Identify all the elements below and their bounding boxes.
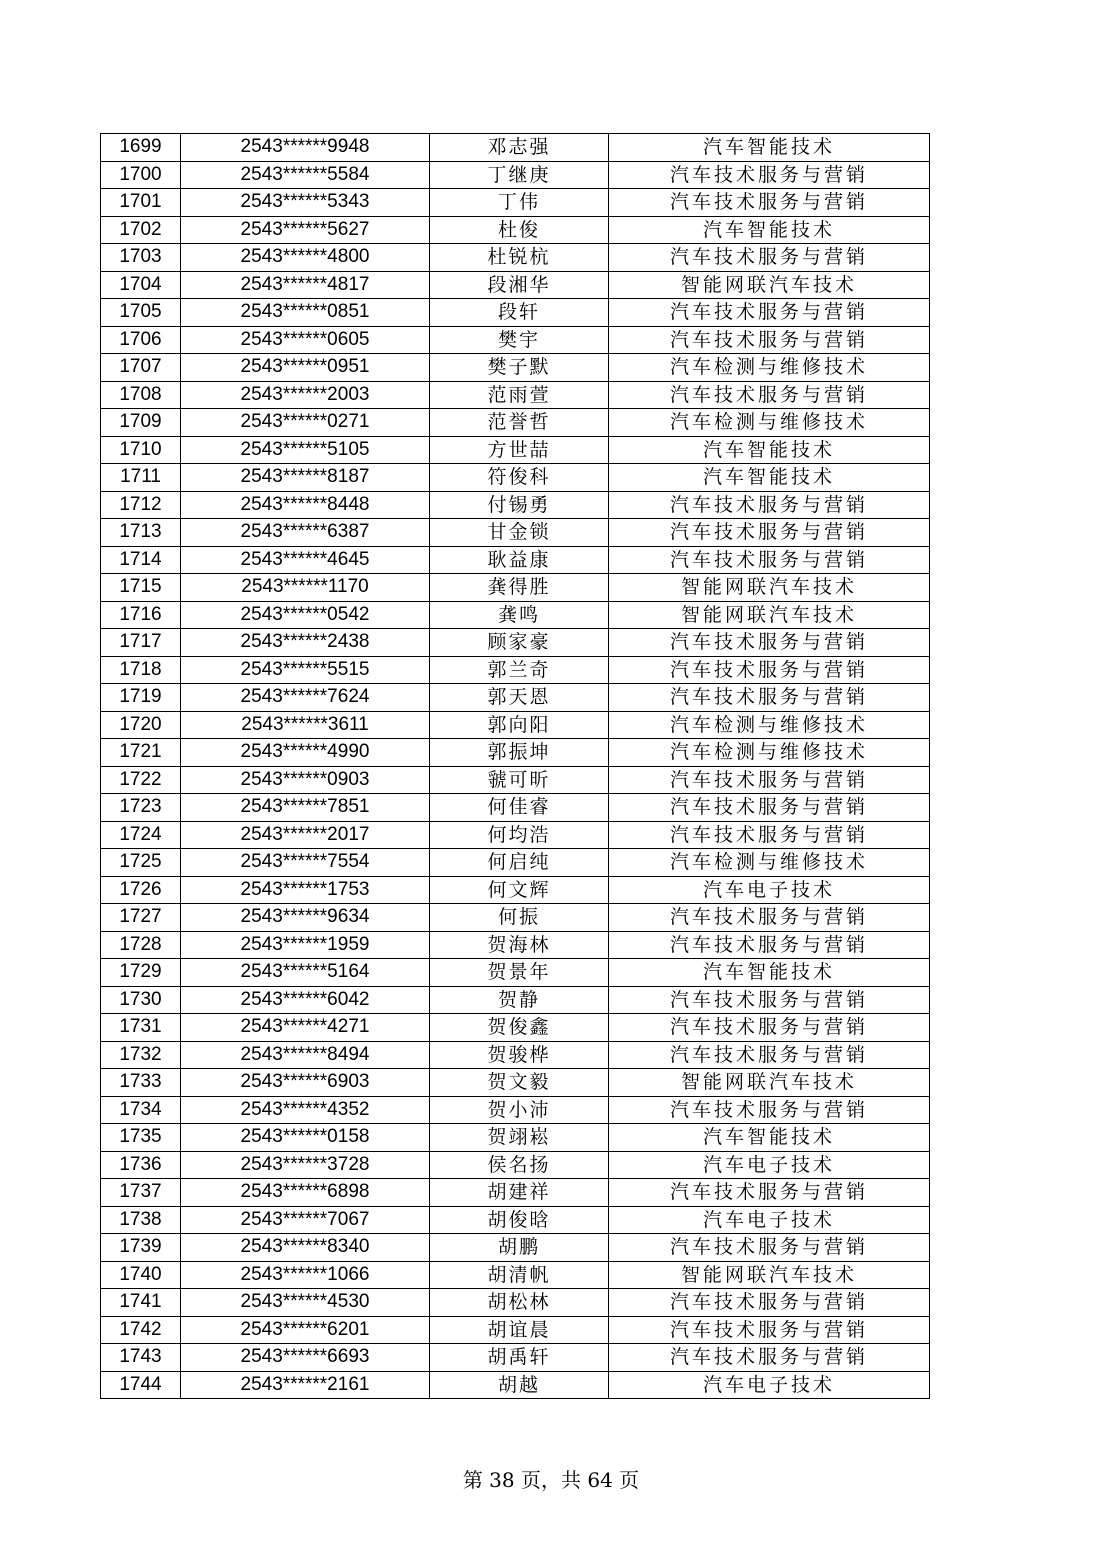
seq-cell: 1706 (101, 326, 181, 354)
id-cell: 2543******0851 (181, 299, 430, 327)
name-cell: 贺小沛 (430, 1096, 609, 1124)
id-cell: 2543******1753 (181, 876, 430, 904)
id-cell: 2543******4645 (181, 546, 430, 574)
id-cell: 2543******6693 (181, 1344, 430, 1372)
seq-cell: 1705 (101, 299, 181, 327)
id-cell: 2543******1959 (181, 931, 430, 959)
major-cell: 汽车技术服务与营销 (609, 821, 930, 849)
major-cell: 智能网联汽车技术 (609, 574, 930, 602)
name-cell: 贺俊鑫 (430, 1014, 609, 1042)
major-cell: 汽车检测与维修技术 (609, 711, 930, 739)
seq-cell: 1714 (101, 546, 181, 574)
id-cell: 2543******8494 (181, 1041, 430, 1069)
major-cell: 汽车技术服务与营销 (609, 794, 930, 822)
seq-cell: 1720 (101, 711, 181, 739)
table-row (101, 766, 930, 794)
table-row (101, 244, 930, 272)
id-cell: 2543******5584 (181, 161, 430, 189)
seq-cell: 1723 (101, 794, 181, 822)
table-row (101, 299, 930, 327)
id-cell: 2543******6898 (181, 1179, 430, 1207)
table-row (101, 216, 930, 244)
id-cell: 2543******0542 (181, 601, 430, 629)
id-cell: 2543******4990 (181, 739, 430, 767)
name-cell: 何振 (430, 904, 609, 932)
table-row (101, 739, 930, 767)
seq-cell: 1701 (101, 189, 181, 217)
seq-cell: 1730 (101, 986, 181, 1014)
name-cell: 郭天恩 (430, 684, 609, 712)
seq-cell: 1717 (101, 629, 181, 657)
seq-cell: 1725 (101, 849, 181, 877)
student-list-table (100, 133, 930, 1399)
major-cell: 汽车技术服务与营销 (609, 931, 930, 959)
id-cell: 2543******0271 (181, 409, 430, 437)
major-cell: 汽车检测与维修技术 (609, 409, 930, 437)
table-row (101, 876, 930, 904)
major-cell: 智能网联汽车技术 (609, 601, 930, 629)
table-row (101, 519, 930, 547)
name-cell: 何均浩 (430, 821, 609, 849)
table-row (101, 354, 930, 382)
major-cell: 汽车电子技术 (609, 1151, 930, 1179)
name-cell: 范雨萱 (430, 381, 609, 409)
id-cell: 2543******4271 (181, 1014, 430, 1042)
table-row (101, 464, 930, 492)
id-cell: 2543******0158 (181, 1124, 430, 1152)
id-cell: 2543******2003 (181, 381, 430, 409)
name-cell: 符俊科 (430, 464, 609, 492)
seq-cell: 1721 (101, 739, 181, 767)
major-cell: 汽车技术服务与营销 (609, 244, 930, 272)
major-cell: 汽车技术服务与营销 (609, 1316, 930, 1344)
name-cell: 方世喆 (430, 436, 609, 464)
major-cell: 汽车电子技术 (609, 876, 930, 904)
name-cell: 郭振坤 (430, 739, 609, 767)
name-cell: 杜俊 (430, 216, 609, 244)
table-row (101, 986, 930, 1014)
major-cell: 汽车智能技术 (609, 1124, 930, 1152)
major-cell: 汽车技术服务与营销 (609, 326, 930, 354)
table-row (101, 409, 930, 437)
major-cell: 汽车智能技术 (609, 464, 930, 492)
table-row (101, 601, 930, 629)
id-cell: 2543******5627 (181, 216, 430, 244)
major-cell: 汽车技术服务与营销 (609, 1289, 930, 1317)
seq-cell: 1718 (101, 656, 181, 684)
table-row (101, 1344, 930, 1372)
seq-cell: 1716 (101, 601, 181, 629)
table-row (101, 381, 930, 409)
major-cell: 汽车技术服务与营销 (609, 1014, 930, 1042)
table-row (101, 849, 930, 877)
major-cell: 智能网联汽车技术 (609, 1069, 930, 1097)
major-cell: 汽车技术服务与营销 (609, 519, 930, 547)
name-cell: 贺海林 (430, 931, 609, 959)
seq-cell: 1734 (101, 1096, 181, 1124)
table-row (101, 574, 930, 602)
name-cell: 何启纯 (430, 849, 609, 877)
id-cell: 2543******2438 (181, 629, 430, 657)
name-cell: 胡禹轩 (430, 1344, 609, 1372)
seq-cell: 1736 (101, 1151, 181, 1179)
major-cell: 汽车检测与维修技术 (609, 739, 930, 767)
table-row (101, 546, 930, 574)
name-cell: 胡越 (430, 1371, 609, 1399)
id-cell: 2543******5105 (181, 436, 430, 464)
major-cell: 汽车技术服务与营销 (609, 1041, 930, 1069)
id-cell: 2543******4800 (181, 244, 430, 272)
name-cell: 耿益康 (430, 546, 609, 574)
major-cell: 汽车电子技术 (609, 1371, 930, 1399)
name-cell: 胡鹏 (430, 1234, 609, 1262)
seq-cell: 1735 (101, 1124, 181, 1152)
id-cell: 2543******6201 (181, 1316, 430, 1344)
major-cell: 智能网联汽车技术 (609, 271, 930, 299)
seq-cell: 1732 (101, 1041, 181, 1069)
id-cell: 2543******2161 (181, 1371, 430, 1399)
major-cell: 汽车检测与维修技术 (609, 354, 930, 382)
table-row (101, 1234, 930, 1262)
page-number: 第 38 页，共 64 页 (462, 1468, 640, 1492)
table-row (101, 656, 930, 684)
name-cell: 胡松林 (430, 1289, 609, 1317)
name-cell: 胡建祥 (430, 1179, 609, 1207)
seq-cell: 1710 (101, 436, 181, 464)
seq-cell: 1722 (101, 766, 181, 794)
seq-cell: 1726 (101, 876, 181, 904)
seq-cell: 1737 (101, 1179, 181, 1207)
table-row (101, 1014, 930, 1042)
id-cell: 2543******0903 (181, 766, 430, 794)
id-cell: 2543******9948 (181, 134, 430, 162)
name-cell: 龚得胜 (430, 574, 609, 602)
table-row (101, 1124, 930, 1152)
table-row (101, 1289, 930, 1317)
table-row (101, 436, 930, 464)
name-cell: 贺文毅 (430, 1069, 609, 1097)
table-row (101, 1096, 930, 1124)
seq-cell: 1715 (101, 574, 181, 602)
table-row (101, 629, 930, 657)
name-cell: 何佳睿 (430, 794, 609, 822)
seq-cell: 1742 (101, 1316, 181, 1344)
name-cell: 侯名扬 (430, 1151, 609, 1179)
id-cell: 2543******6042 (181, 986, 430, 1014)
name-cell: 杜锐杭 (430, 244, 609, 272)
table-row (101, 959, 930, 987)
name-cell: 丁伟 (430, 189, 609, 217)
seq-cell: 1713 (101, 519, 181, 547)
table-row (101, 189, 930, 217)
table-row (101, 794, 930, 822)
id-cell: 2543******0605 (181, 326, 430, 354)
table-row (101, 134, 930, 162)
major-cell: 汽车技术服务与营销 (609, 1096, 930, 1124)
id-cell: 2543******0951 (181, 354, 430, 382)
name-cell: 邓志强 (430, 134, 609, 162)
seq-cell: 1719 (101, 684, 181, 712)
seq-cell: 1733 (101, 1069, 181, 1097)
major-cell: 汽车电子技术 (609, 1206, 930, 1234)
name-cell: 贺翊崧 (430, 1124, 609, 1152)
id-cell: 2543******6387 (181, 519, 430, 547)
table-row (101, 1151, 930, 1179)
table-row (101, 161, 930, 189)
major-cell: 汽车技术服务与营销 (609, 546, 930, 574)
name-cell: 樊宇 (430, 326, 609, 354)
major-cell: 汽车技术服务与营销 (609, 1234, 930, 1262)
seq-cell: 1712 (101, 491, 181, 519)
major-cell: 汽车技术服务与营销 (609, 161, 930, 189)
id-cell: 2543******1170 (181, 574, 430, 602)
seq-cell: 1709 (101, 409, 181, 437)
id-cell: 2543******4352 (181, 1096, 430, 1124)
name-cell: 贺骏桦 (430, 1041, 609, 1069)
name-cell: 丁继庚 (430, 161, 609, 189)
table-row (101, 931, 930, 959)
seq-cell: 1699 (101, 134, 181, 162)
name-cell: 段轩 (430, 299, 609, 327)
name-cell: 范誉哲 (430, 409, 609, 437)
major-cell: 汽车技术服务与营销 (609, 986, 930, 1014)
name-cell: 郭向阳 (430, 711, 609, 739)
name-cell: 樊子默 (430, 354, 609, 382)
seq-cell: 1703 (101, 244, 181, 272)
seq-cell: 1731 (101, 1014, 181, 1042)
major-cell: 汽车智能技术 (609, 959, 930, 987)
table-row (101, 1371, 930, 1399)
table-row (101, 1261, 930, 1289)
seq-cell: 1702 (101, 216, 181, 244)
table-row (101, 711, 930, 739)
name-cell: 贺静 (430, 986, 609, 1014)
name-cell: 顾家豪 (430, 629, 609, 657)
id-cell: 2543******7554 (181, 849, 430, 877)
major-cell: 汽车技术服务与营销 (609, 629, 930, 657)
id-cell: 2543******5343 (181, 189, 430, 217)
major-cell: 汽车技术服务与营销 (609, 299, 930, 327)
table-row (101, 1069, 930, 1097)
id-cell: 2543******7851 (181, 794, 430, 822)
seq-cell: 1708 (101, 381, 181, 409)
table-row (101, 1041, 930, 1069)
major-cell: 汽车智能技术 (609, 436, 930, 464)
name-cell: 虢可昕 (430, 766, 609, 794)
seq-cell: 1743 (101, 1344, 181, 1372)
seq-cell: 1739 (101, 1234, 181, 1262)
major-cell: 汽车技术服务与营销 (609, 381, 930, 409)
seq-cell: 1724 (101, 821, 181, 849)
major-cell: 汽车技术服务与营销 (609, 766, 930, 794)
major-cell: 智能网联汽车技术 (609, 1261, 930, 1289)
major-cell: 汽车技术服务与营销 (609, 656, 930, 684)
major-cell: 汽车智能技术 (609, 134, 930, 162)
id-cell: 2543******7067 (181, 1206, 430, 1234)
table-row (101, 1316, 930, 1344)
id-cell: 2543******6903 (181, 1069, 430, 1097)
major-cell: 汽车技术服务与营销 (609, 491, 930, 519)
table-row (101, 271, 930, 299)
major-cell: 汽车技术服务与营销 (609, 684, 930, 712)
table-row (101, 326, 930, 354)
seq-cell: 1707 (101, 354, 181, 382)
id-cell: 2543******5164 (181, 959, 430, 987)
name-cell: 胡俊晗 (430, 1206, 609, 1234)
id-cell: 2543******4530 (181, 1289, 430, 1317)
table-row (101, 491, 930, 519)
seq-cell: 1728 (101, 931, 181, 959)
name-cell: 何文辉 (430, 876, 609, 904)
table-row (101, 821, 930, 849)
seq-cell: 1729 (101, 959, 181, 987)
id-cell: 2543******8448 (181, 491, 430, 519)
major-cell: 汽车技术服务与营销 (609, 1344, 930, 1372)
id-cell: 2543******3611 (181, 711, 430, 739)
table-row (101, 684, 930, 712)
table-row (101, 1179, 930, 1207)
name-cell: 段湘华 (430, 271, 609, 299)
name-cell: 郭兰奇 (430, 656, 609, 684)
name-cell: 龚鸣 (430, 601, 609, 629)
id-cell: 2543******3728 (181, 1151, 430, 1179)
table-row (101, 1206, 930, 1234)
table-body (101, 134, 930, 1399)
seq-cell: 1741 (101, 1289, 181, 1317)
id-cell: 2543******8340 (181, 1234, 430, 1262)
seq-cell: 1727 (101, 904, 181, 932)
id-cell: 2543******8187 (181, 464, 430, 492)
seq-cell: 1740 (101, 1261, 181, 1289)
seq-cell: 1700 (101, 161, 181, 189)
name-cell: 甘金锁 (430, 519, 609, 547)
id-cell: 2543******7624 (181, 684, 430, 712)
name-cell: 付锡勇 (430, 491, 609, 519)
table-row (101, 904, 930, 932)
seq-cell: 1738 (101, 1206, 181, 1234)
id-cell: 2543******5515 (181, 656, 430, 684)
name-cell: 贺景年 (430, 959, 609, 987)
id-cell: 2543******4817 (181, 271, 430, 299)
major-cell: 汽车技术服务与营销 (609, 189, 930, 217)
id-cell: 2543******1066 (181, 1261, 430, 1289)
id-cell: 2543******2017 (181, 821, 430, 849)
major-cell: 汽车智能技术 (609, 216, 930, 244)
major-cell: 汽车技术服务与营销 (609, 1179, 930, 1207)
id-cell: 2543******9634 (181, 904, 430, 932)
name-cell: 胡谊晨 (430, 1316, 609, 1344)
seq-cell: 1704 (101, 271, 181, 299)
name-cell: 胡清帆 (430, 1261, 609, 1289)
seq-cell: 1744 (101, 1371, 181, 1399)
major-cell: 汽车技术服务与营销 (609, 904, 930, 932)
major-cell: 汽车检测与维修技术 (609, 849, 930, 877)
seq-cell: 1711 (101, 464, 181, 492)
